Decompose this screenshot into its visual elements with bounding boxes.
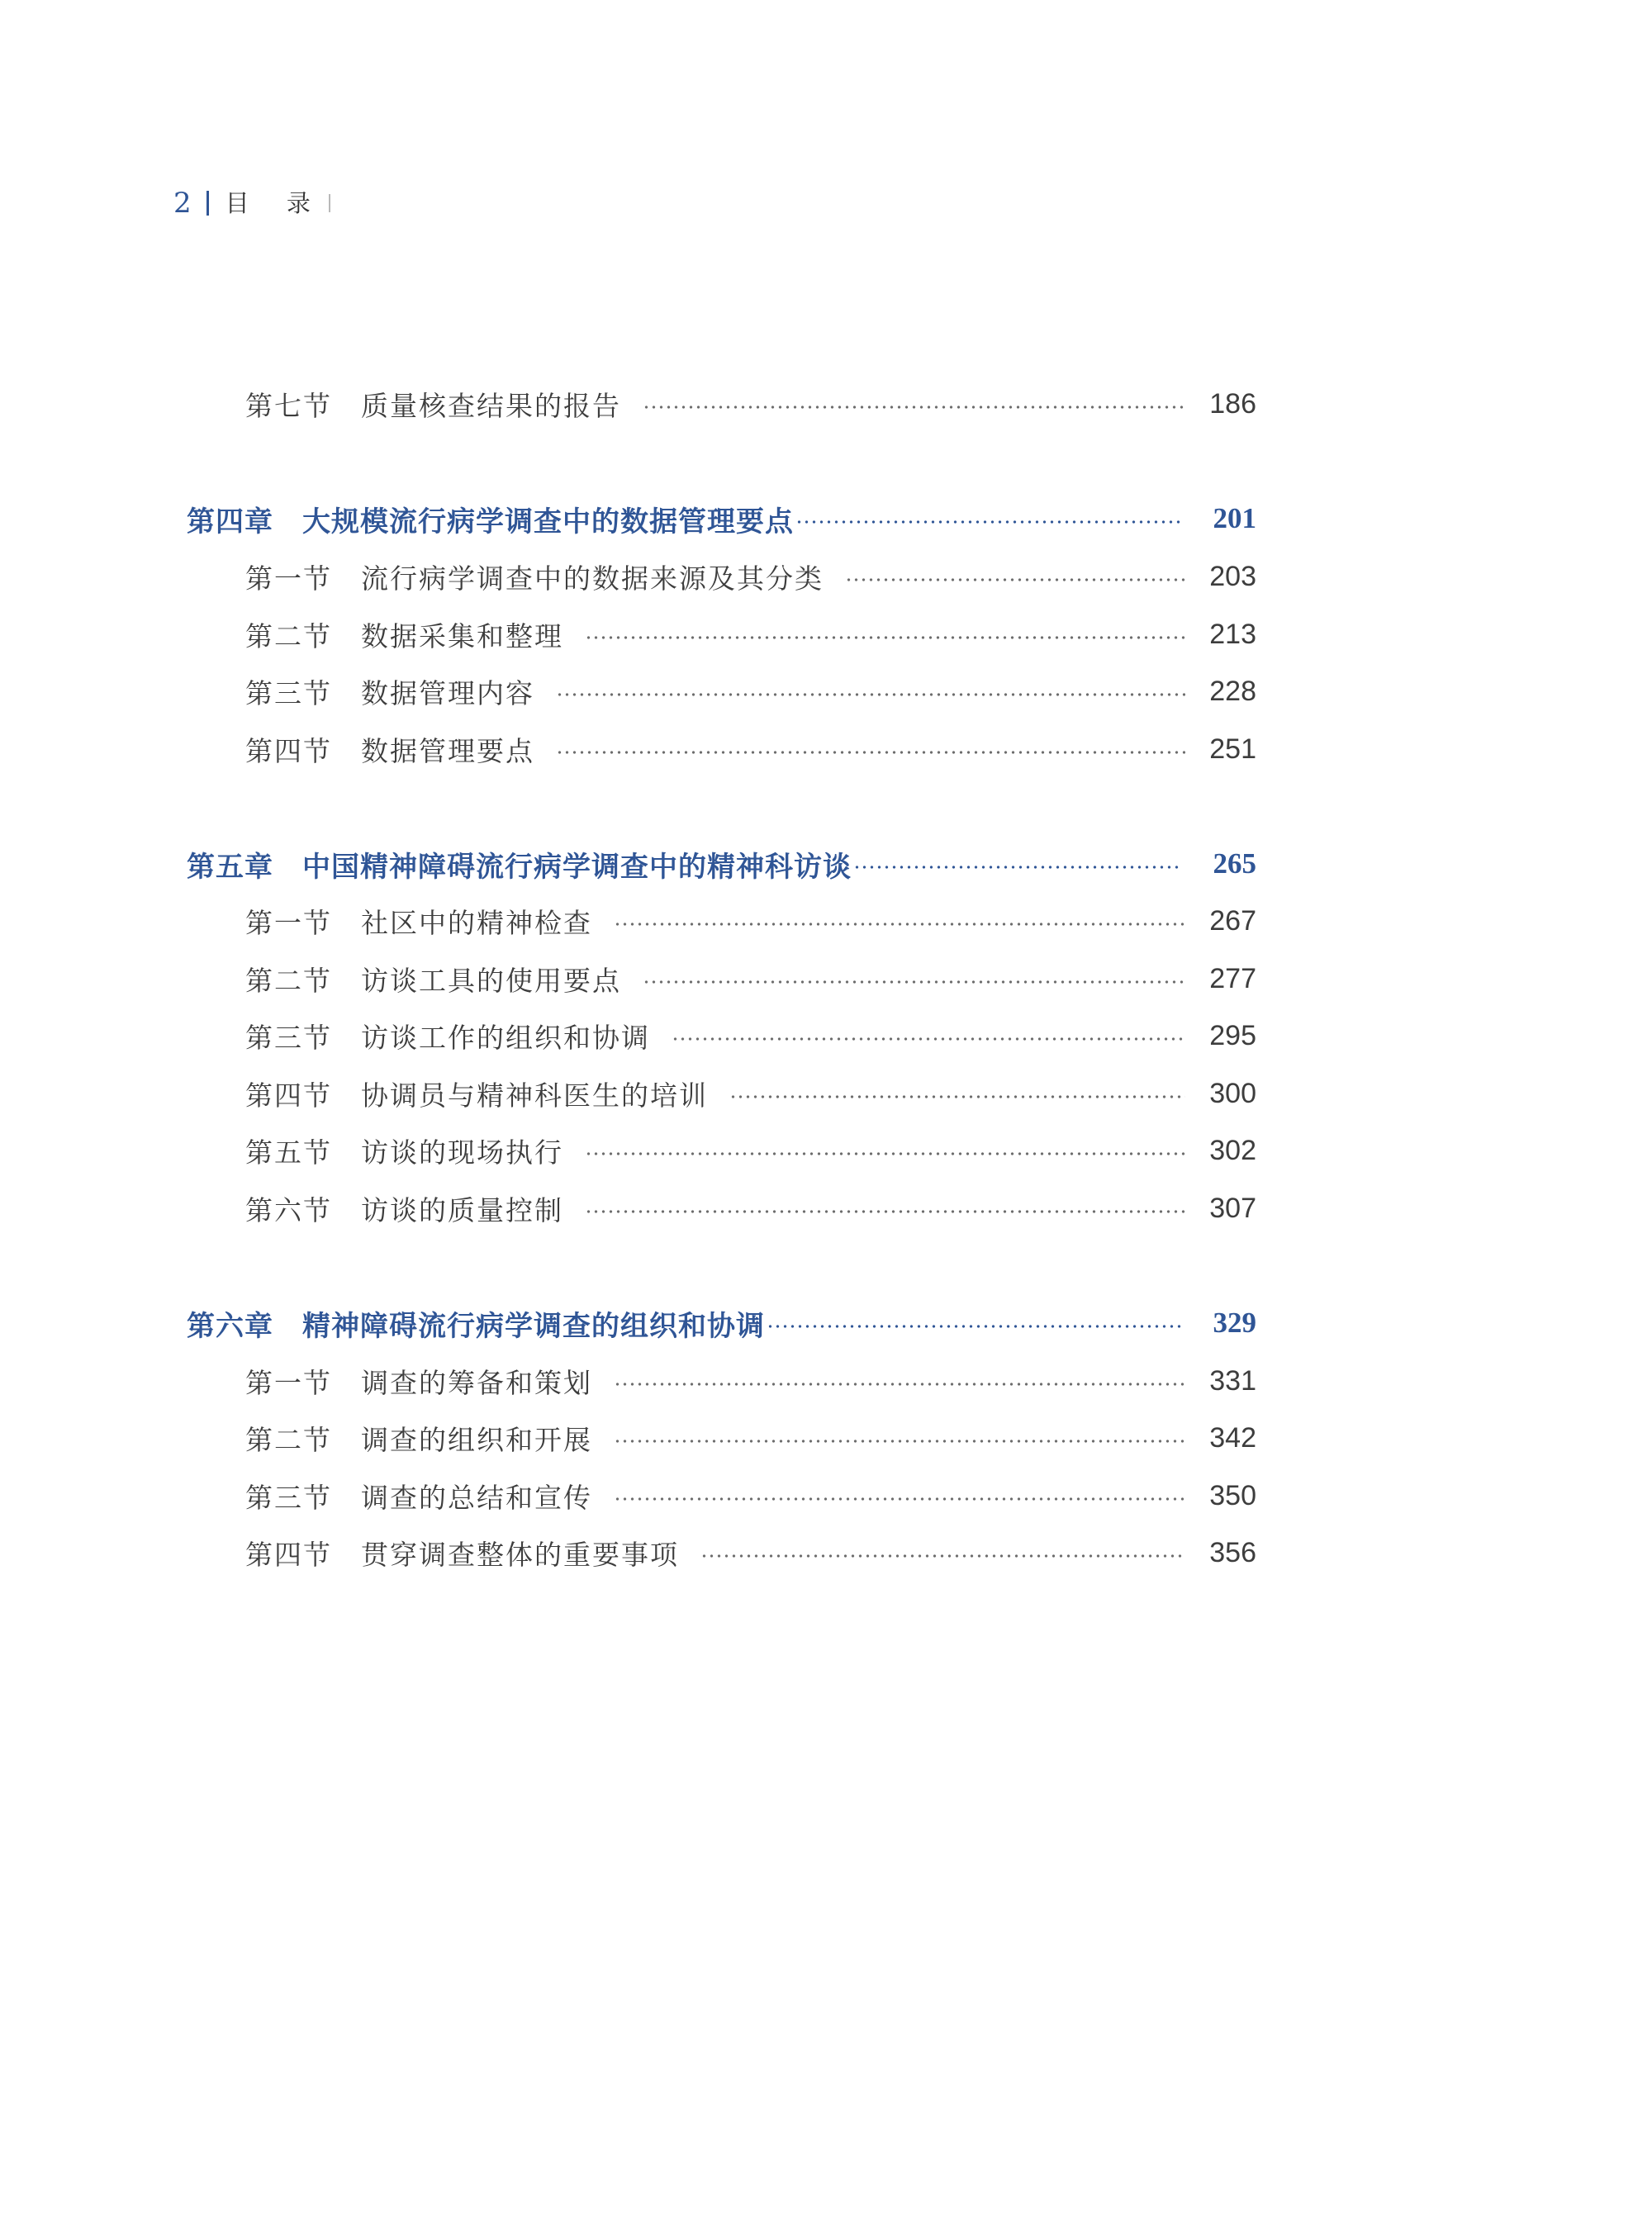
- toc-section-row[interactable]: [245, 1473, 1256, 1519]
- section-title: 数据采集和整理: [361, 619, 563, 652]
- header-title: 目 录: [225, 189, 325, 217]
- dot-leader: [853, 864, 1182, 870]
- section-title: 流行病学调查中的数据来源及其分类: [361, 562, 824, 595]
- section-number: 第一节: [245, 1366, 332, 1399]
- toc-chapter-row[interactable]: [187, 496, 1256, 542]
- section-page-number: 203: [1209, 560, 1256, 592]
- dot-leader: [614, 1381, 1185, 1388]
- section-title: 社区中的精神检查: [361, 906, 592, 939]
- section-number: 第六节: [245, 1193, 332, 1226]
- section-page-number: 356: [1209, 1536, 1256, 1568]
- section-page-number: 350: [1209, 1479, 1256, 1511]
- section-number: 第二节: [245, 1423, 332, 1456]
- section-page-number: 251: [1209, 733, 1256, 765]
- chapter-page-number: 201: [1213, 502, 1256, 534]
- section-number: 第二节: [245, 619, 332, 652]
- dot-leader: [585, 634, 1185, 641]
- page-number: 2: [173, 187, 192, 220]
- section-page-number: 300: [1209, 1077, 1256, 1109]
- chapter-title: 中国精神障碍流行病学调查中的精神科访谈: [302, 850, 852, 884]
- section-title: 访谈工具的使用要点: [361, 964, 621, 997]
- toc-section-row[interactable]: [245, 611, 1256, 657]
- dot-leader: [729, 1093, 1185, 1100]
- toc-section-row[interactable]: [245, 668, 1256, 714]
- dot-leader: [795, 519, 1182, 525]
- section-page-number: 307: [1209, 1192, 1256, 1224]
- section-number: 第七节: [245, 389, 332, 422]
- chapter-number: 第六章: [187, 1309, 273, 1343]
- chapter-title: 精神障碍流行病学调查的组织和协调: [302, 1309, 765, 1343]
- dot-leader: [643, 979, 1185, 985]
- chapter-page-number: 329: [1213, 1307, 1256, 1339]
- section-number: 第一节: [245, 906, 332, 939]
- toc-section-row[interactable]: [245, 1070, 1256, 1117]
- dot-leader: [845, 576, 1185, 583]
- section-title: 质量核查结果的报告: [361, 389, 621, 422]
- section-number: 第三节: [245, 676, 332, 709]
- toc-section-row[interactable]: [245, 1415, 1256, 1461]
- chapter-title: 大规模流行病学调查中的数据管理要点: [302, 505, 794, 538]
- dot-leader: [614, 921, 1185, 927]
- section-title: 数据管理内容: [361, 676, 534, 709]
- section-page-number: 331: [1209, 1364, 1256, 1397]
- dot-leader: [585, 1150, 1185, 1157]
- section-title: 访谈的质量控制: [361, 1193, 563, 1226]
- toc-section-row[interactable]: [245, 1530, 1256, 1576]
- section-page-number: 228: [1209, 675, 1256, 707]
- toc-section-row[interactable]: [245, 1185, 1256, 1231]
- toc-chapter-row[interactable]: [187, 841, 1256, 887]
- dot-leader: [614, 1438, 1185, 1444]
- section-page-number: 277: [1209, 962, 1256, 994]
- section-number: 第三节: [245, 1481, 332, 1514]
- toc-section-row[interactable]: [245, 956, 1256, 1002]
- dot-leader: [643, 404, 1185, 410]
- section-title: 调查的总结和宣传: [361, 1481, 592, 1514]
- section-title: 贯穿调查整体的重要事项: [361, 1538, 679, 1571]
- section-title: 访谈的现场执行: [361, 1136, 563, 1169]
- section-page-number: 186: [1209, 387, 1256, 420]
- toc-section-row[interactable]: [245, 381, 1256, 427]
- dot-leader: [767, 1323, 1182, 1330]
- chapter-number: 第五章: [187, 850, 273, 884]
- section-number: 第五节: [245, 1136, 332, 1169]
- section-title: 调查的筹备和策划: [361, 1366, 592, 1399]
- toc-chapter-row[interactable]: [187, 1300, 1256, 1346]
- dot-leader: [700, 1553, 1185, 1559]
- toc-section-row[interactable]: [245, 553, 1256, 600]
- dot-leader: [556, 749, 1185, 756]
- dot-leader: [614, 1496, 1185, 1502]
- section-page-number: 213: [1209, 618, 1256, 650]
- toc-section-row[interactable]: [245, 726, 1256, 772]
- section-number: 第四节: [245, 734, 332, 767]
- section-title: 调查的组织和开展: [361, 1423, 592, 1456]
- section-page-number: 342: [1209, 1421, 1256, 1454]
- section-number: 第三节: [245, 1021, 332, 1054]
- section-number: 第一节: [245, 562, 332, 595]
- section-page-number: 267: [1209, 904, 1256, 937]
- section-title: 数据管理要点: [361, 734, 534, 767]
- toc-section-row[interactable]: [245, 1127, 1256, 1174]
- dot-leader: [585, 1208, 1185, 1215]
- section-number: 第二节: [245, 964, 332, 997]
- toc-section-row[interactable]: [245, 898, 1256, 944]
- chapter-number: 第四章: [187, 505, 273, 538]
- chapter-page-number: 265: [1213, 847, 1256, 880]
- section-title: 协调员与精神科医生的培训: [361, 1079, 708, 1112]
- section-page-number: 295: [1209, 1019, 1256, 1051]
- dot-leader: [672, 1036, 1185, 1042]
- section-number: 第四节: [245, 1079, 332, 1112]
- section-title: 访谈工作的组织和协调: [361, 1021, 650, 1054]
- section-page-number: 302: [1209, 1134, 1256, 1166]
- toc-section-row[interactable]: [245, 1358, 1256, 1404]
- dot-leader: [556, 691, 1185, 698]
- toc-section-row[interactable]: [245, 1013, 1256, 1059]
- section-number: 第四节: [245, 1538, 332, 1571]
